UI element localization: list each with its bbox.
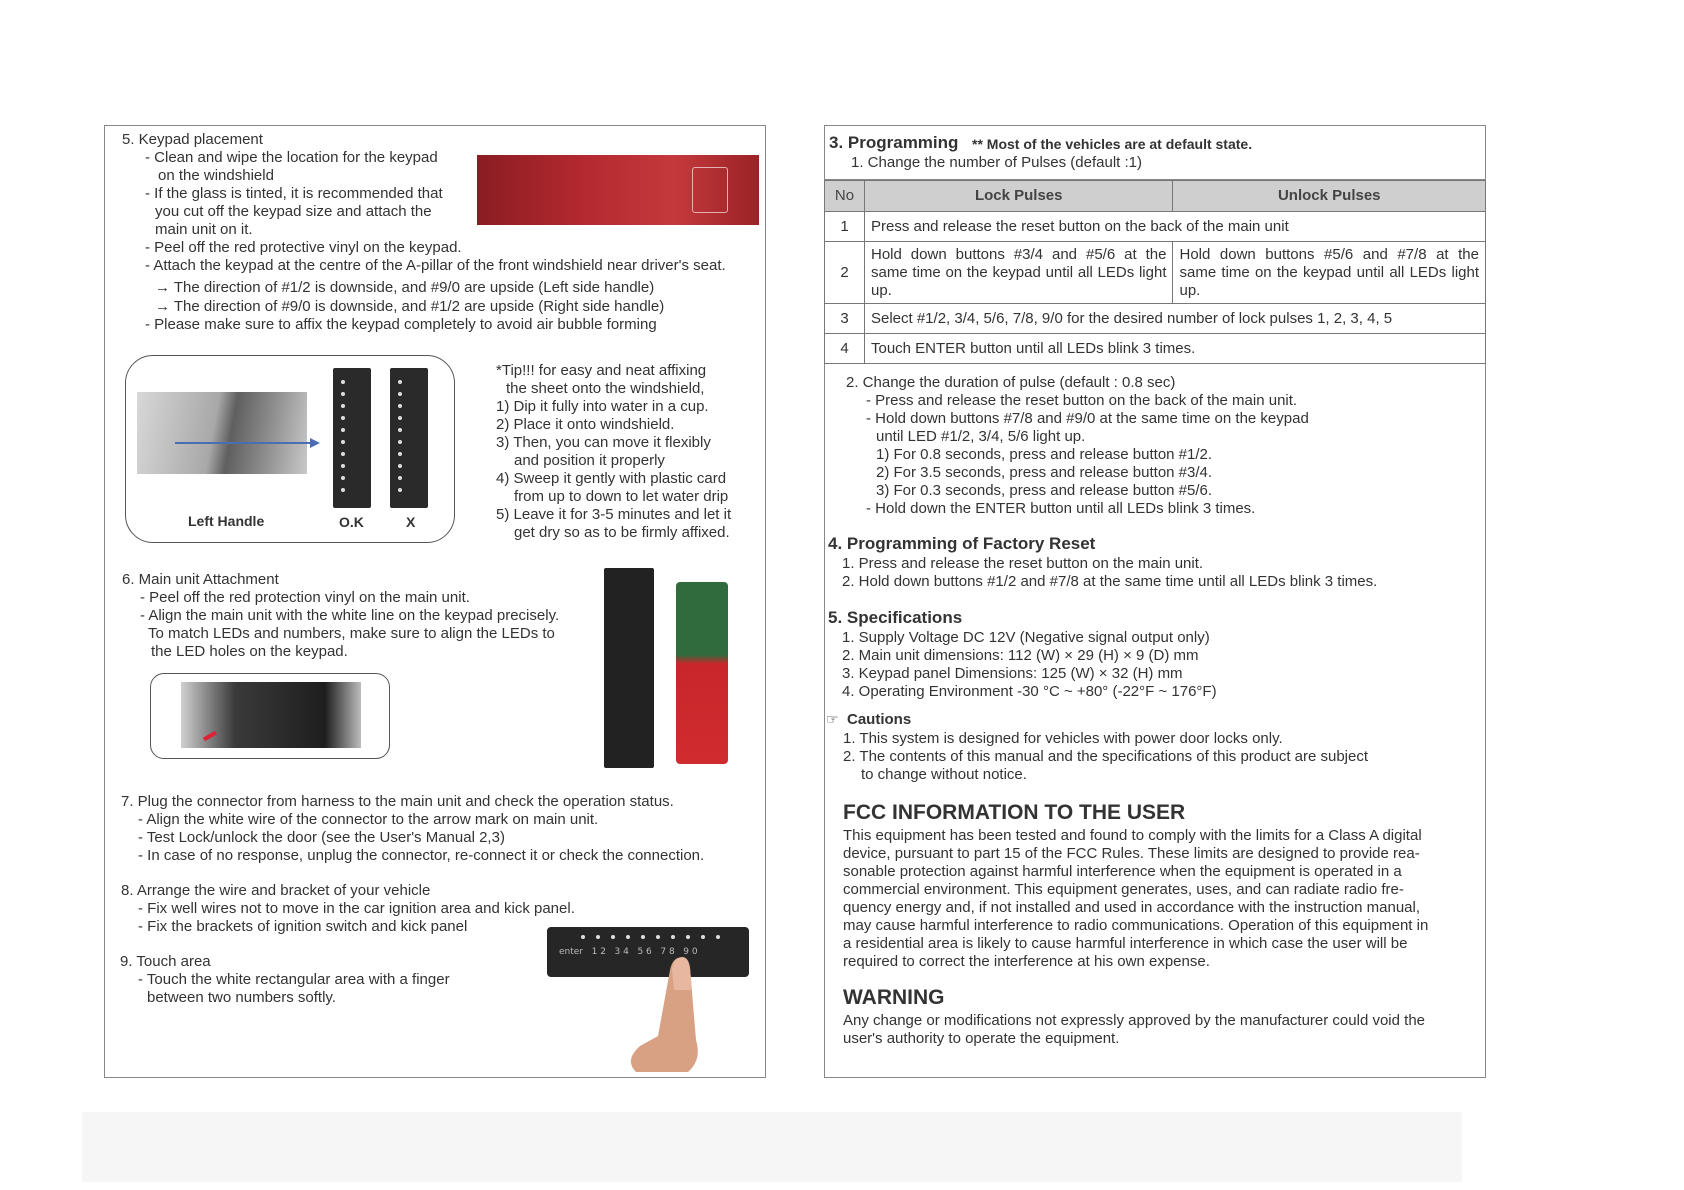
led-dot <box>341 488 345 492</box>
led-dot <box>341 452 345 456</box>
tip-line: 1) Dip it fully into water in a cup. <box>496 398 709 415</box>
fcc-line: device, pursuant to part 15 of the FCC Rules. These limits are designed to provide rea- <box>843 845 1420 862</box>
left-s5-line: - Attach the keypad at the centre of the A-pillar of the front windshield near driver's seat. <box>145 257 726 274</box>
table-header-lock: Lock Pulses <box>864 181 1173 212</box>
programming-sub2: 2. Change the duration of pulse (default : 0.8 sec) <box>846 374 1176 391</box>
key-label: 1 2 <box>591 947 606 957</box>
warning-line: user's authority to operate the equipment. <box>843 1030 1120 1047</box>
led-dot <box>398 404 402 408</box>
left-s5-line: you cut off the keypad size and attach the <box>155 203 432 220</box>
sub2-line: 1) For 0.8 seconds, press and release button #1/2. <box>876 446 1213 463</box>
sub2-line: 2) For 3.5 seconds, press and release button #3/4. <box>876 464 1213 481</box>
scan-shadow <box>82 1112 1462 1182</box>
row-lock: Hold down buttons #3/4 and #5/6 at the same time on the keypad until all LEDs light up. <box>864 242 1173 304</box>
main-unit-photo <box>181 682 361 748</box>
caution-line: 1. This system is designed for vehicles with power door locks only. <box>843 730 1283 747</box>
tip-line: 5) Leave it for 3-5 minutes and let it <box>496 506 732 523</box>
left-s9-title: 9. Touch area <box>120 953 211 970</box>
keypad-x-image <box>390 368 428 508</box>
fcc-line: commercial environment. This equipment generates, uses, and can radiate radio fre- <box>843 881 1404 898</box>
spec-line: 4. Operating Environment -30 °C ~ +80° (-22°F ~ 176°F) <box>842 683 1217 700</box>
sub2-line: - Press and release the reset button on the back of the main unit. <box>866 392 1298 409</box>
caution-line: to change without notice. <box>861 766 1027 783</box>
left-s6-title: 6. Main unit Attachment <box>122 571 279 588</box>
x-label: X <box>406 514 416 530</box>
row-no: 2 <box>825 242 865 304</box>
key-label: enter <box>559 947 584 957</box>
spec-line: 2. Main unit dimensions: 112 (W) × 29 (H) × 9 (D) mm <box>842 647 1199 664</box>
led-dot <box>686 935 690 939</box>
warning-line: Any change or modifications not expressly approved by the manufacturer could void the <box>843 1012 1425 1029</box>
factory-reset-title: 4. Programming of Factory Reset <box>828 534 1096 553</box>
row-no: 1 <box>825 212 865 242</box>
table-header-unlock: Unlock Pulses <box>1173 181 1486 212</box>
left-s5-line: → The direction of #1/2 is downside, and #9/0 are upside (Left side handle) <box>155 279 655 296</box>
cautions-title: Cautions <box>847 711 912 728</box>
left-s5-line: → The direction of #9/0 is downside, and #1/2 are upside (Right side handle) <box>155 298 665 315</box>
keypad-vinyl-photo <box>477 155 759 225</box>
left-s7-line: - In case of no response, unplug the connector, re-connect it or check the connection. <box>138 847 705 864</box>
arrow-icon <box>175 436 320 450</box>
led-dot <box>398 380 402 384</box>
led-dot <box>626 935 630 939</box>
tip-line: from up to down to let water drip <box>514 488 729 505</box>
left-s5-line: - Peel off the red protective vinyl on the keypad. <box>145 239 462 256</box>
fcc-line: quency energy and, if not installed and used in accordance with the instruction manual, <box>843 899 1421 916</box>
a-pillar-photo <box>137 392 307 474</box>
programming-sub1: 1. Change the number of Pulses (default :1) <box>851 154 1143 171</box>
tip-line: get dry so as to be firmly affixed. <box>514 524 730 541</box>
row-no: 3 <box>825 304 865 334</box>
left-s7-title: 7. Plug the connector from harness to the main unit and check the operation status. <box>121 793 674 810</box>
left-s8-line: - Fix the brackets of ignition switch and kick panel <box>138 918 468 935</box>
fcc-line: required to correct the interference at his own expense. <box>843 953 1210 970</box>
key-label: 9 0 <box>683 947 698 957</box>
left-s8-title: 8. Arrange the wire and bracket of your vehicle <box>121 882 431 899</box>
led-dot <box>398 464 402 468</box>
sub2-line: - Hold down the ENTER button until all LEDs blink 3 times. <box>866 500 1256 517</box>
led-dot <box>398 440 402 444</box>
main-unit-pcb-image <box>604 568 654 768</box>
left-s5-line: - Please make sure to affix the keypad completely to avoid air bubble forming <box>145 316 657 333</box>
left-s8-line: - Fix well wires not to move in the car ignition area and kick panel. <box>138 900 575 917</box>
led-dot <box>671 935 675 939</box>
table-row <box>825 242 1486 304</box>
left-s5-line: - If the glass is tinted, it is recommended that <box>145 185 443 202</box>
led-dot <box>611 935 615 939</box>
led-dot <box>341 476 345 480</box>
led-dot <box>341 392 345 396</box>
left-s6-line: - Align the main unit with the white line on the keypad precisely. <box>140 607 560 624</box>
left-handle-label: Left Handle <box>188 513 265 529</box>
pulses-table <box>824 180 1486 364</box>
led-dot <box>701 935 705 939</box>
tip-line: 2) Place it onto windshield. <box>496 416 675 433</box>
led-dot <box>398 392 402 396</box>
caution-line: 2. The contents of this manual and the specifications of this product are subject <box>843 748 1369 765</box>
fcc-line: sonable protection against harmful interference when the equipment is operated in a <box>843 863 1402 880</box>
sub2-line: - Hold down buttons #7/8 and #9/0 at the same time on the keypad <box>866 410 1309 427</box>
table-row <box>825 212 1486 242</box>
led-dot <box>341 380 345 384</box>
key-label: 5 6 <box>637 947 652 957</box>
keypad-ok-image <box>333 368 371 508</box>
left-s6-line: To match LEDs and numbers, make sure to align the LEDs to <box>148 625 555 642</box>
sub2-line: until LED #1/2, 3/4, 5/6 light up. <box>876 428 1086 445</box>
tip-line: and position it properly <box>514 452 665 469</box>
left-s5-line: - Clean and wipe the location for the keypad <box>145 149 438 166</box>
fcc-title: FCC INFORMATION TO THE USER <box>843 801 1186 824</box>
fcc-line: This equipment has been tested and found to comply with the limits for a Class A digital <box>843 827 1422 844</box>
tip-line: 4) Sweep it gently with plastic card <box>496 470 727 487</box>
left-s5-title: 5. Keypad placement <box>122 131 263 148</box>
programming-note: ** Most of the vehicles are at default state. <box>972 136 1253 152</box>
left-s6-line: the LED holes on the keypad. <box>151 643 348 660</box>
pointing-hand-icon: ☞ <box>826 712 839 728</box>
main-unit-vinyl-image <box>676 582 728 764</box>
factory-reset-line: 2. Hold down buttons #1/2 and #7/8 at the same time until all LEDs blink 3 times. <box>842 573 1378 590</box>
led-dot <box>398 416 402 420</box>
led-dot <box>398 488 402 492</box>
led-dot <box>596 935 600 939</box>
key-label: 7 8 <box>660 947 675 957</box>
factory-reset-line: 1. Press and release the reset button on the main unit. <box>842 555 1204 572</box>
led-dot <box>398 428 402 432</box>
finger-icon <box>618 950 718 1075</box>
programming-title: 3. Programming <box>829 133 959 152</box>
left-s7-line: - Test Lock/unlock the door (see the User's Manual 2,3) <box>138 829 505 846</box>
spec-line: 3. Keypad panel Dimensions: 125 (W) × 32 (H) mm <box>842 665 1183 682</box>
left-s7-line: - Align the white wire of the connector to the arrow mark on main unit. <box>138 811 599 828</box>
tip-line: *Tip!!! for easy and neat affixing <box>496 362 707 379</box>
specifications-title: 5. Specifications <box>828 608 963 627</box>
table-header-no: No <box>825 181 865 212</box>
tip-line: 3) Then, you can move it flexibly <box>496 434 711 451</box>
led-dot <box>341 440 345 444</box>
left-s9-line: - Touch the white rectangular area with a finger <box>138 971 450 988</box>
row-text: Select #1/2, 3/4, 5/6, 7/8, 9/0 for the desired number of lock pulses 1, 2, 3, 4, 5 <box>864 304 1485 334</box>
table-row <box>825 334 1486 364</box>
led-dot <box>398 476 402 480</box>
tip-line: the sheet onto the windshield, <box>506 380 705 397</box>
led-dot <box>341 416 345 420</box>
led-dot <box>641 935 645 939</box>
led-dot <box>398 452 402 456</box>
led-dot <box>656 935 660 939</box>
table-row <box>825 304 1486 334</box>
led-dot <box>716 935 720 939</box>
led-dot <box>341 404 345 408</box>
key-label: 3 4 <box>614 947 629 957</box>
row-text: Press and release the reset button on the back of the main unit <box>864 212 1485 242</box>
left-s5-line: on the windshield <box>158 167 274 184</box>
fcc-line: a residential area is likely to cause harmful interference in which case the user will be <box>843 935 1408 952</box>
led-dot <box>581 935 585 939</box>
led-dot <box>341 464 345 468</box>
led-dot <box>341 428 345 432</box>
ok-label: O.K <box>339 514 364 530</box>
left-s6-line: - Peel off the red protection vinyl on the main unit. <box>140 589 470 606</box>
spec-line: 1. Supply Voltage DC 12V (Negative signal output only) <box>842 629 1210 646</box>
row-unlock: Hold down buttons #5/6 and #7/8 at the same time on the keypad until all LEDs light up. <box>1173 242 1486 304</box>
fcc-line: may cause harmful interference to radio communications. Operation of this equipment in <box>843 917 1429 934</box>
left-s9-line: between two numbers softly. <box>147 989 336 1006</box>
row-no: 4 <box>825 334 865 364</box>
warning-title: WARNING <box>843 986 945 1009</box>
sub2-line: 3) For 0.3 seconds, press and release button #5/6. <box>876 482 1213 499</box>
row-text: Touch ENTER button until all LEDs blink 3 times. <box>864 334 1485 364</box>
left-s5-line: main unit on it. <box>155 221 253 238</box>
